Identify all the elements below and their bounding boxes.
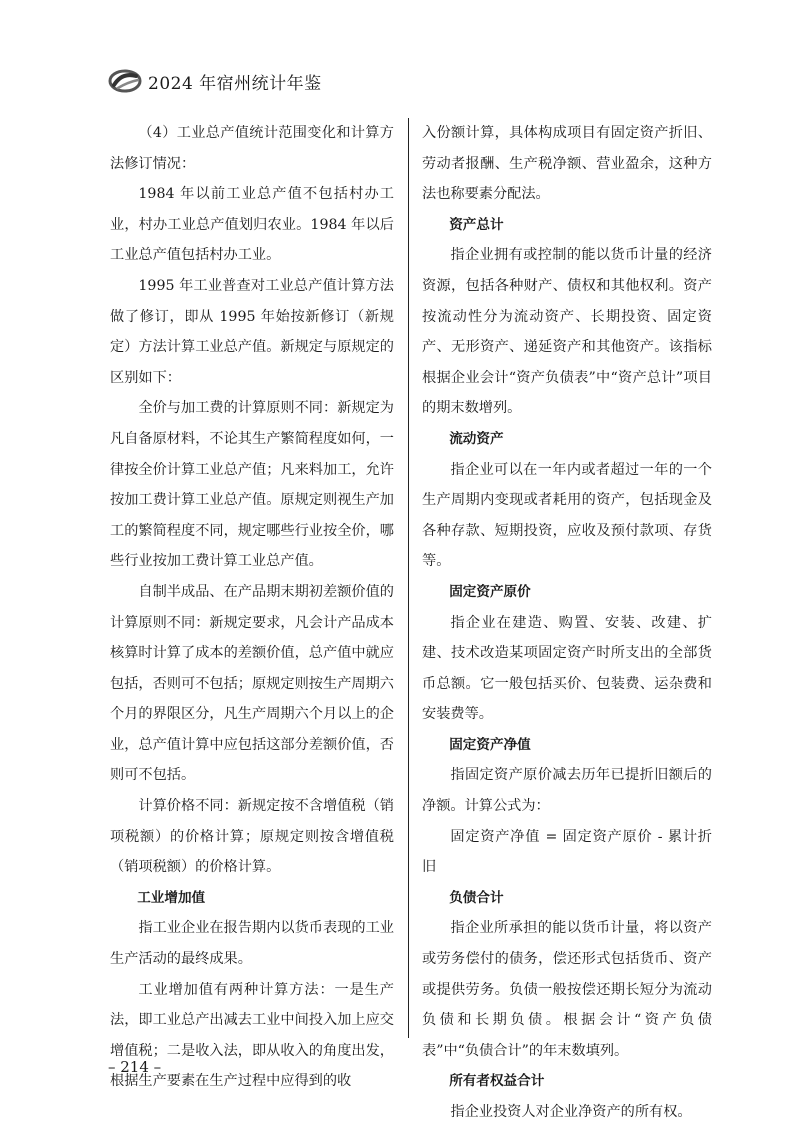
paragraph: 指企业所承担的能以货币计量，将以资产或劳务偿付的债务，偿还形式包括货币、资产或提供劳务。负债一般按偿还期长短分为流动负债和长期负债。根据会计“资产负债表”中“负债合计”的年末数填列。 xyxy=(422,920,712,1059)
section-heading: 固定资产原价 xyxy=(449,583,531,600)
paragraph: 指企业投资人对企业净资产的所有权。 xyxy=(450,1104,692,1120)
paragraph: 指工业企业在报告期内以货币表现的工业生产活动的最终成果。 xyxy=(110,920,394,968)
yearbook-title: 2024 年宿州统计年鉴 xyxy=(148,73,322,94)
yearbook-logo-icon xyxy=(108,68,142,94)
section-heading: 所有者权益合计 xyxy=(449,1073,545,1090)
right-text-column xyxy=(422,118,712,1128)
page-number: – 214 – xyxy=(108,1058,162,1076)
section-heading: 负债合计 xyxy=(449,889,504,906)
paragraph: 1995 年工业普查对工业总产值计算方法做了修订，即从 1995 年始按新修订（新规定）方法计算工业总产值。新规定与原规定的区别如下： xyxy=(110,277,394,386)
paragraph: 工业增加值有两种计算方法：一是生产法，即工业总产出减去工业中间投入加上应交增值税；二是收入法，即从收入的角度出发，根据生产要素在生产过程中应得到的收 xyxy=(110,981,394,1090)
paragraph: 指固定资产原价减去历年已提折旧额后的净额。计算公式为： xyxy=(422,767,712,815)
paragraph: 计算价格不同：新规定按不含增值税（销项税额）的价格计算；原规定则按含增值税（销项税额）的价格计算。 xyxy=(110,798,394,876)
paragraph: （4）工业总产值统计范围变化和计算方法修订情况： xyxy=(110,125,394,172)
page-header xyxy=(108,68,322,94)
paragraph: 自制半成品、在产品期末期初差额价值的计算原则不同：新规定要求，凡会计产品成本核算时计算了成本的差额价值，总产值中就应包括，否则可不包括；原规定则按生产周期六个月的界限区分，凡生产周期六个月以上的企业，总产值计算中应包括这部分差额价值，否则可不包括。 xyxy=(110,583,394,784)
section-heading: 流动资产 xyxy=(449,430,504,447)
paragraph: 指企业拥有或控制的能以货币计量的经济资源，包括各种财产、债权和其他权利。资产按流动性分为流动资产、长期投资、固定资产、无形资产、递延资产和其他资产。该指标根据企业会计“资产负债表”中“资产总计”项目的期末数增列。 xyxy=(422,247,712,417)
paragraph: 指企业可以在一年内或者超过一年的一个生产周期内变现或者耗用的资产，包括现金及各种存款、短期投资，应收及预付款项、存货等。 xyxy=(422,461,712,570)
column-divider xyxy=(408,118,409,1038)
paragraph: 1984 年以前工业总产值不包括村办工业，村办工业总产值划归农业。1984 年以后工业总产值包括村办工业。 xyxy=(110,186,394,264)
paragraph: 指企业在建造、购置、安装、改建、扩建、技术改造某项固定资产时所支出的全部货币总额。它一般包括买价、包装费、运杂费和安装费等。 xyxy=(422,614,712,723)
paragraph: 全价与加工费的计算原则不同：新规定为凡自备原材料，不论其生产繁简程度如何，一律按全价计算工业总产值；凡来料加工，允许按加工费计算工业总产值。原规定则视生产加工的繁简程度不同，规定哪些行业按全价，哪些行业按加工费计算工业总产值。 xyxy=(110,400,394,570)
section-heading: 工业增加值 xyxy=(137,889,206,906)
paragraph: 固定资产净值 = 固定资产原价 - 累计折旧 xyxy=(422,828,712,876)
section-heading: 固定资产净值 xyxy=(449,736,531,753)
paragraph: 入份额计算，具体构成项目有固定资产折旧、劳动者报酬、生产税净额、营业盈余，这种方法也称要素分配法。 xyxy=(422,125,712,203)
left-text-column xyxy=(110,118,394,1097)
section-heading: 资产总计 xyxy=(449,216,504,233)
